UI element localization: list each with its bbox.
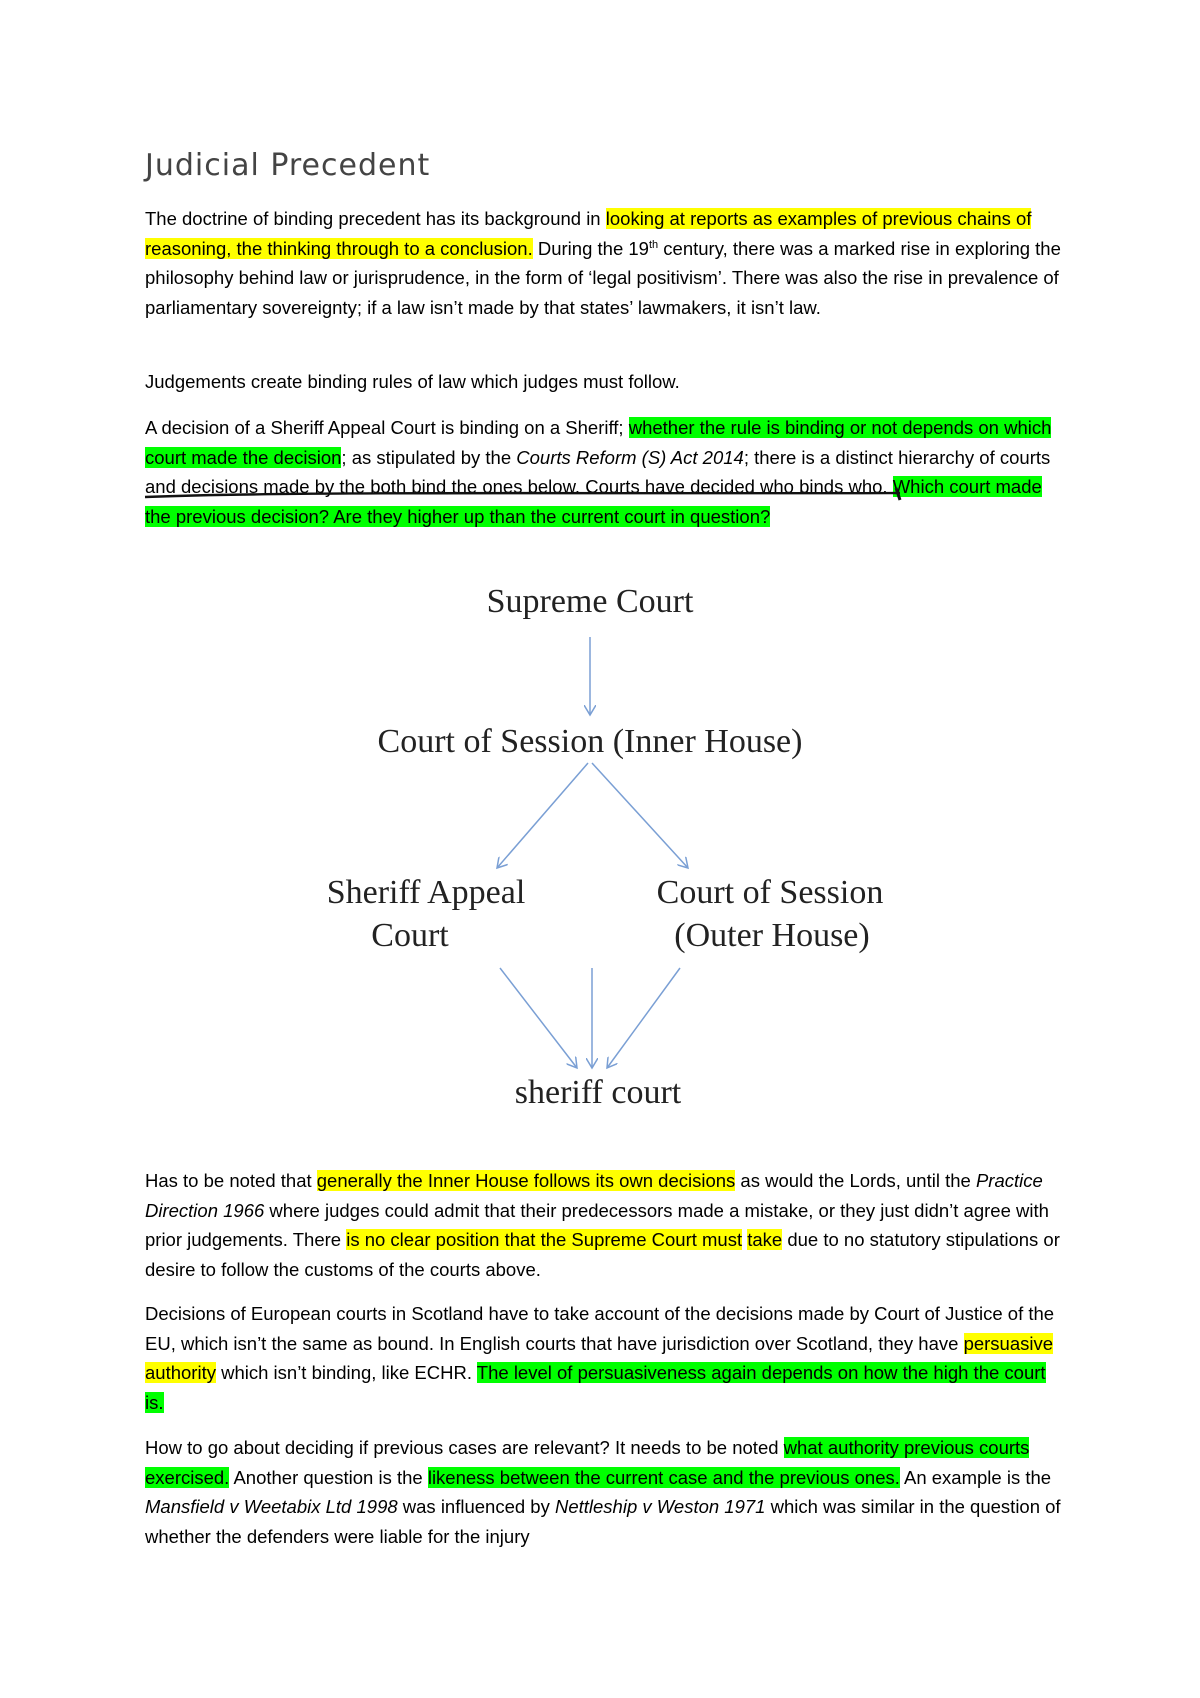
arrow-inner-to-sheriff-appeal [497, 763, 588, 868]
case-citation: Mansfield v Weetabix Ltd 1998 [145, 1496, 398, 1517]
text-run: An example is the [899, 1466, 1052, 1488]
underlined-text: a distinct hierarchy of courts and decisions made by the both bind the ones below. [145, 446, 1051, 497]
yellow-highlight: take [747, 1229, 783, 1250]
yellow-highlight: generally the Inner House follows its own decisions [316, 1170, 736, 1191]
yellow-highlight: is no clear position that the Supreme Court must [346, 1229, 743, 1250]
text-run: as would the Lords, until the [735, 1170, 976, 1191]
text-run: A decision of a Sheriff Appeal Court is binding on a Sheriff; [145, 417, 629, 438]
green-highlight: what authority previous courts exercised. [145, 1437, 1030, 1488]
paragraph-european-courts [145, 1299, 1065, 1417]
arrow-inner-to-outer-house [592, 763, 688, 868]
node-sheriff-appeal-line1: Sheriff Appeal [326, 874, 526, 911]
text-run: which was similar in the question of whether the defenders were liable for the injury [145, 1496, 1061, 1547]
green-highlight: The level of persuasiveness again depends on how the high the court is. [145, 1362, 1046, 1413]
text-run: Judgements create binding rules of law which judges must follow. [145, 371, 680, 392]
node-inner-house: Court of Session (Inner House) [377, 723, 803, 760]
text-run: The doctrine of binding precedent has its background in [145, 208, 606, 229]
node-outer-house-line2: (Outer House) [674, 917, 870, 954]
superscript: th [648, 238, 659, 251]
text-run: where judges could admit that their predecessors made a mistake, or they just didn’t agree with prior judgements. There [145, 1199, 1049, 1250]
node-supreme-court: Supreme Court [486, 583, 694, 620]
text-run: which isn’t binding, like ECHR. [215, 1362, 477, 1383]
text-run: Decisions of European courts in Scotland have to take account of the decisions made by Court of Justice of the EU, which isn’t the same as bound. In English courts that have jurisdiction over Scotland, they have [145, 1303, 1055, 1354]
text-run: How to go about deciding if previous cases are relevant? It needs to be noted [145, 1437, 784, 1458]
paragraph-relevance [145, 1433, 1065, 1551]
text-run: due to no statutory stipulations or desire to follow the customs of the courts above. [145, 1229, 1060, 1280]
text-run: ; as stipulated by the [341, 446, 517, 468]
paragraph-inner-house [145, 1166, 1065, 1284]
text-run: Courts have decided who binds who. [580, 476, 893, 497]
case-citation: Practice Direction 1966 [145, 1170, 1043, 1221]
text-run: During the 19 [532, 237, 649, 259]
page-title: Judicial Precedent [145, 148, 431, 183]
yellow-highlight: persuasive authority [145, 1332, 1054, 1383]
arrow-sheriff-appeal-to-sheriff [500, 968, 577, 1068]
handwritten-underline-tick [896, 488, 900, 500]
yellow-highlight: looking at reports as examples of previous chains of reasoning, the thinking through to a conclusion. [145, 208, 1032, 259]
text-run: Another question is the [229, 1466, 428, 1488]
text-run: ; there is [743, 446, 820, 468]
text-run: century, there was a marked rise in exploring the philosophy behind law or jurisprudence, in the form of ‘legal positivism’. There was also the rise in prevalence of parliamentary sovereignty; if a law isn’t made by that states’ lawmakers, it isn’t law. [145, 237, 1061, 318]
node-outer-house-line1: Court of Session [656, 874, 884, 911]
act-citation: Courts Reform (S) Act 2014 [516, 446, 744, 468]
arrow-outer-house-to-sheriff [607, 968, 680, 1068]
node-sheriff-appeal-line2: Court [371, 917, 449, 954]
green-highlight: Which court made the previous decision? Are they higher up than the current court in question? [145, 476, 1042, 527]
text-run: Has to be noted that [145, 1170, 317, 1191]
case-citation: Nettleship v Weston 1971 [554, 1496, 766, 1517]
green-highlight: likeness between the current case and the previous ones. [427, 1466, 900, 1488]
text-run: was influenced by [397, 1496, 555, 1517]
handwritten-underline [145, 493, 900, 497]
node-sheriff-court: sheriff court [514, 1074, 682, 1111]
green-highlight: whether the rule is binding or not depends on which court made the decision [145, 417, 1052, 468]
